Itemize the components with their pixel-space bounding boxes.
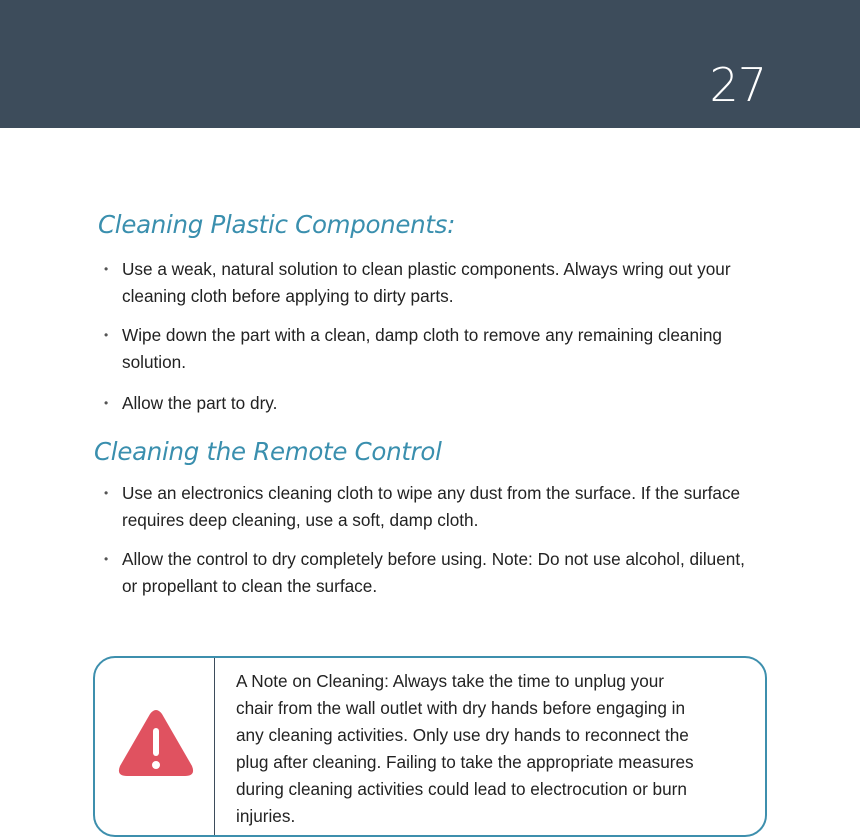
note-text: A Note on Cleaning: Always take the time to unplug your chair from the wall outlet with dry hands before engaging in any cleaning activities. Only use dry hands to reconnect the plug after cleaning. Failing to take the appropriate measures during cleaning activities could lead to electrocution or burn injuries. [236, 671, 694, 826]
plastic-cleaning-list [0, 256, 760, 417]
list-item: • Allow the control to dry completely before using. Note: Do not use alcohol, diluent, or propellant to clean the surface. [0, 546, 760, 600]
warning-icon [117, 708, 195, 778]
remote-cleaning-list [0, 480, 760, 600]
list-item: • Wipe down the part with a clean, damp cloth to remove any remaining cleaning solution. [0, 322, 760, 376]
section-title-plastic: Cleaning Plastic Components: [98, 210, 456, 239]
list-item: • Use an electronics cleaning cloth to wipe any dust from the surface. If the surface requires deep cleaning, use a soft, damp cloth. [0, 480, 760, 534]
page-number: 27 [709, 58, 766, 112]
section-title-remote: Cleaning the Remote Control [94, 437, 442, 466]
note-divider [214, 658, 215, 835]
list-item: • Allow the part to dry. [0, 390, 760, 417]
page-header [0, 0, 860, 128]
cleaning-note-box [93, 656, 767, 837]
list-item: • Use a weak, natural solution to clean plastic components. Always wring out your cleaning cloth before applying to dirty parts. [0, 256, 760, 310]
